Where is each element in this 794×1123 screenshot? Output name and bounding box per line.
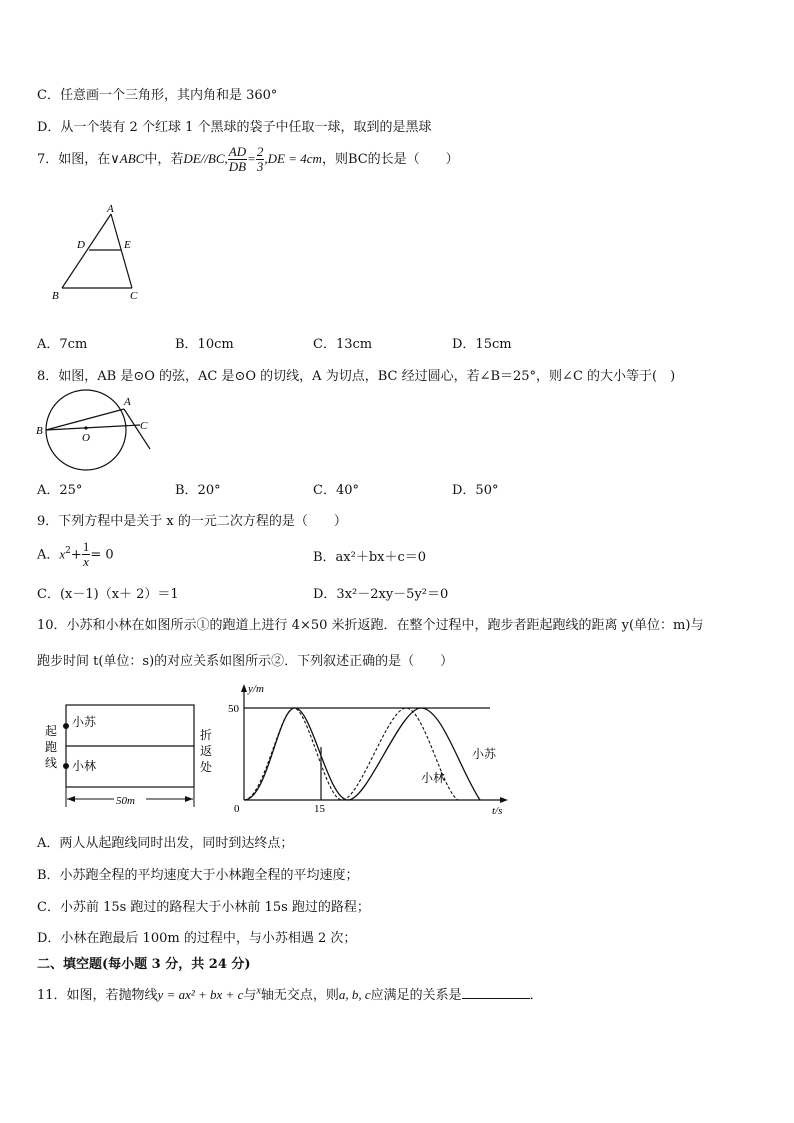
q7-option-d: D．15cm bbox=[452, 337, 512, 352]
q10-graph-figure bbox=[228, 680, 518, 820]
q7-cond1: DE//BC, bbox=[183, 151, 228, 166]
q9-option-c: C．(x－1)（x＋ 2）＝1 bbox=[37, 587, 179, 602]
q10-fig1-runner1: 小苏 bbox=[72, 715, 97, 729]
q11-question: 11．如图，若抛物线y = ax² + bx + c与$^x$轴无交点，则a, b, c应满足的关系是 ． bbox=[37, 985, 543, 1003]
q10-fig1-distance: 50m bbox=[116, 795, 135, 807]
q8-label-o: O bbox=[82, 432, 90, 444]
q10-start-char2: 跑 bbox=[45, 740, 58, 754]
q8-label-c: C bbox=[140, 420, 148, 432]
q11-answer-blank[interactable] bbox=[462, 986, 530, 999]
q10-question-line2: 跑步时间 t(单位：s)的对应关系如图所示②．下列叙述正确的是（ ） bbox=[37, 654, 454, 669]
q6-option-d: D．从一个装有 2 个红球 1 个黑球的袋子中任取一球，取到的是黑球 bbox=[37, 120, 432, 135]
q11-formula: y = ax² + bx + c bbox=[157, 987, 244, 1002]
q7-suffix: ，则BC的长是（ ） bbox=[321, 152, 459, 167]
q10-turn-char1: 折 bbox=[200, 728, 213, 742]
q7-label-b: B bbox=[52, 290, 59, 302]
q9-option-a: A．$x^2+$ $\frac{1}{x}$ = 0 bbox=[37, 539, 114, 570]
q8-option-b: B．20° bbox=[175, 483, 221, 498]
q10-option-a: A．两人从起跑线同时出发，同时到达终点； bbox=[37, 836, 294, 851]
q7-label-c: C bbox=[130, 290, 138, 302]
q7-option-b: B．10cm bbox=[175, 337, 234, 352]
q8-label-a: A bbox=[124, 396, 131, 408]
q7-label-d: D bbox=[77, 239, 85, 251]
q7-label-a: A bbox=[107, 203, 114, 215]
q10-start-char1: 起 bbox=[45, 724, 58, 738]
q8-circle-figure bbox=[34, 385, 159, 475]
q8-question: 8．如图，AB 是⊙O 的弦，AC 是⊙O 的切线，A 为切点，BC 经过圆心，若∠B＝25°，则∠C 的大小等于( ) bbox=[37, 369, 676, 384]
q10-fig2-x-axis: t/s bbox=[492, 805, 503, 817]
q10-option-b: B．小苏跑全程的平均速度大于小林跑全程的平均速度； bbox=[37, 868, 359, 883]
q7-triangle: ∨ABC bbox=[110, 151, 145, 166]
q8-label-b: B bbox=[36, 425, 43, 437]
q10-turn-char3: 处 bbox=[200, 760, 213, 774]
q7-prefix: 7．如图，在 bbox=[37, 152, 111, 167]
q8-option-a: A．25° bbox=[37, 483, 83, 498]
q10-option-c: C．小苏前 15s 跑过的路程大于小林前 15s 跑过的路程； bbox=[37, 900, 370, 915]
q7-option-c: C．13cm bbox=[313, 337, 373, 352]
q10-fig2-x-tick: 15 bbox=[314, 803, 325, 815]
q7-fraction: $\frac{AD}{DB}$ bbox=[228, 144, 247, 174]
section-heading-fill-in: 二、填空题(每小题 3 分，共 24 分) bbox=[37, 957, 251, 972]
q8-option-d: D．50° bbox=[452, 483, 499, 498]
q7-triangle-figure bbox=[46, 200, 156, 305]
q7-fraction-value: $\frac{2}{3}$ bbox=[256, 144, 264, 174]
q7-cond2: ,DE = 4cm bbox=[264, 151, 322, 166]
q10-fig2-y-tick: 50 bbox=[228, 703, 239, 715]
q9-option-b: B．ax²＋bx＋c＝0 bbox=[313, 550, 427, 565]
q7-option-a: A．7cm bbox=[37, 337, 88, 352]
q10-fig2-series2: 小林 bbox=[421, 771, 446, 785]
q7-label-e: E bbox=[124, 239, 131, 251]
q10-fig2-series1: 小苏 bbox=[472, 747, 497, 761]
q7-mid: 中，若 bbox=[144, 152, 184, 167]
q7-equals: = bbox=[247, 151, 256, 166]
q10-fig2-y-axis: y/m bbox=[248, 683, 264, 695]
q10-turn-char2: 返 bbox=[200, 744, 213, 758]
q10-question-line1: 10．小苏和小林在如图所示①的跑道上进行 4×50 米折返跑．在整个过程中，跑步者距起跑线的距离 y(单位：m)与 bbox=[37, 618, 704, 633]
q9-option-d: D．3x²－2xy－5y²＝0 bbox=[313, 587, 449, 602]
q8-option-c: C．40° bbox=[313, 483, 359, 498]
q10-option-d: D．小林在跑最后 100m 的过程中，与小苏相遇 2 次； bbox=[37, 931, 357, 946]
q9-question: 9．下列方程中是关于 x 的一元二次方程的是（ ） bbox=[37, 514, 347, 529]
q6-option-c: C．任意画一个三角形，其内角和是 360° bbox=[37, 88, 278, 103]
q10-fig1-runner2: 小林 bbox=[72, 759, 97, 773]
q10-track-figure bbox=[36, 695, 226, 815]
q7-question bbox=[37, 145, 459, 174]
q10-start-char3: 线 bbox=[45, 756, 58, 770]
q10-fig2-origin: 0 bbox=[234, 803, 240, 815]
